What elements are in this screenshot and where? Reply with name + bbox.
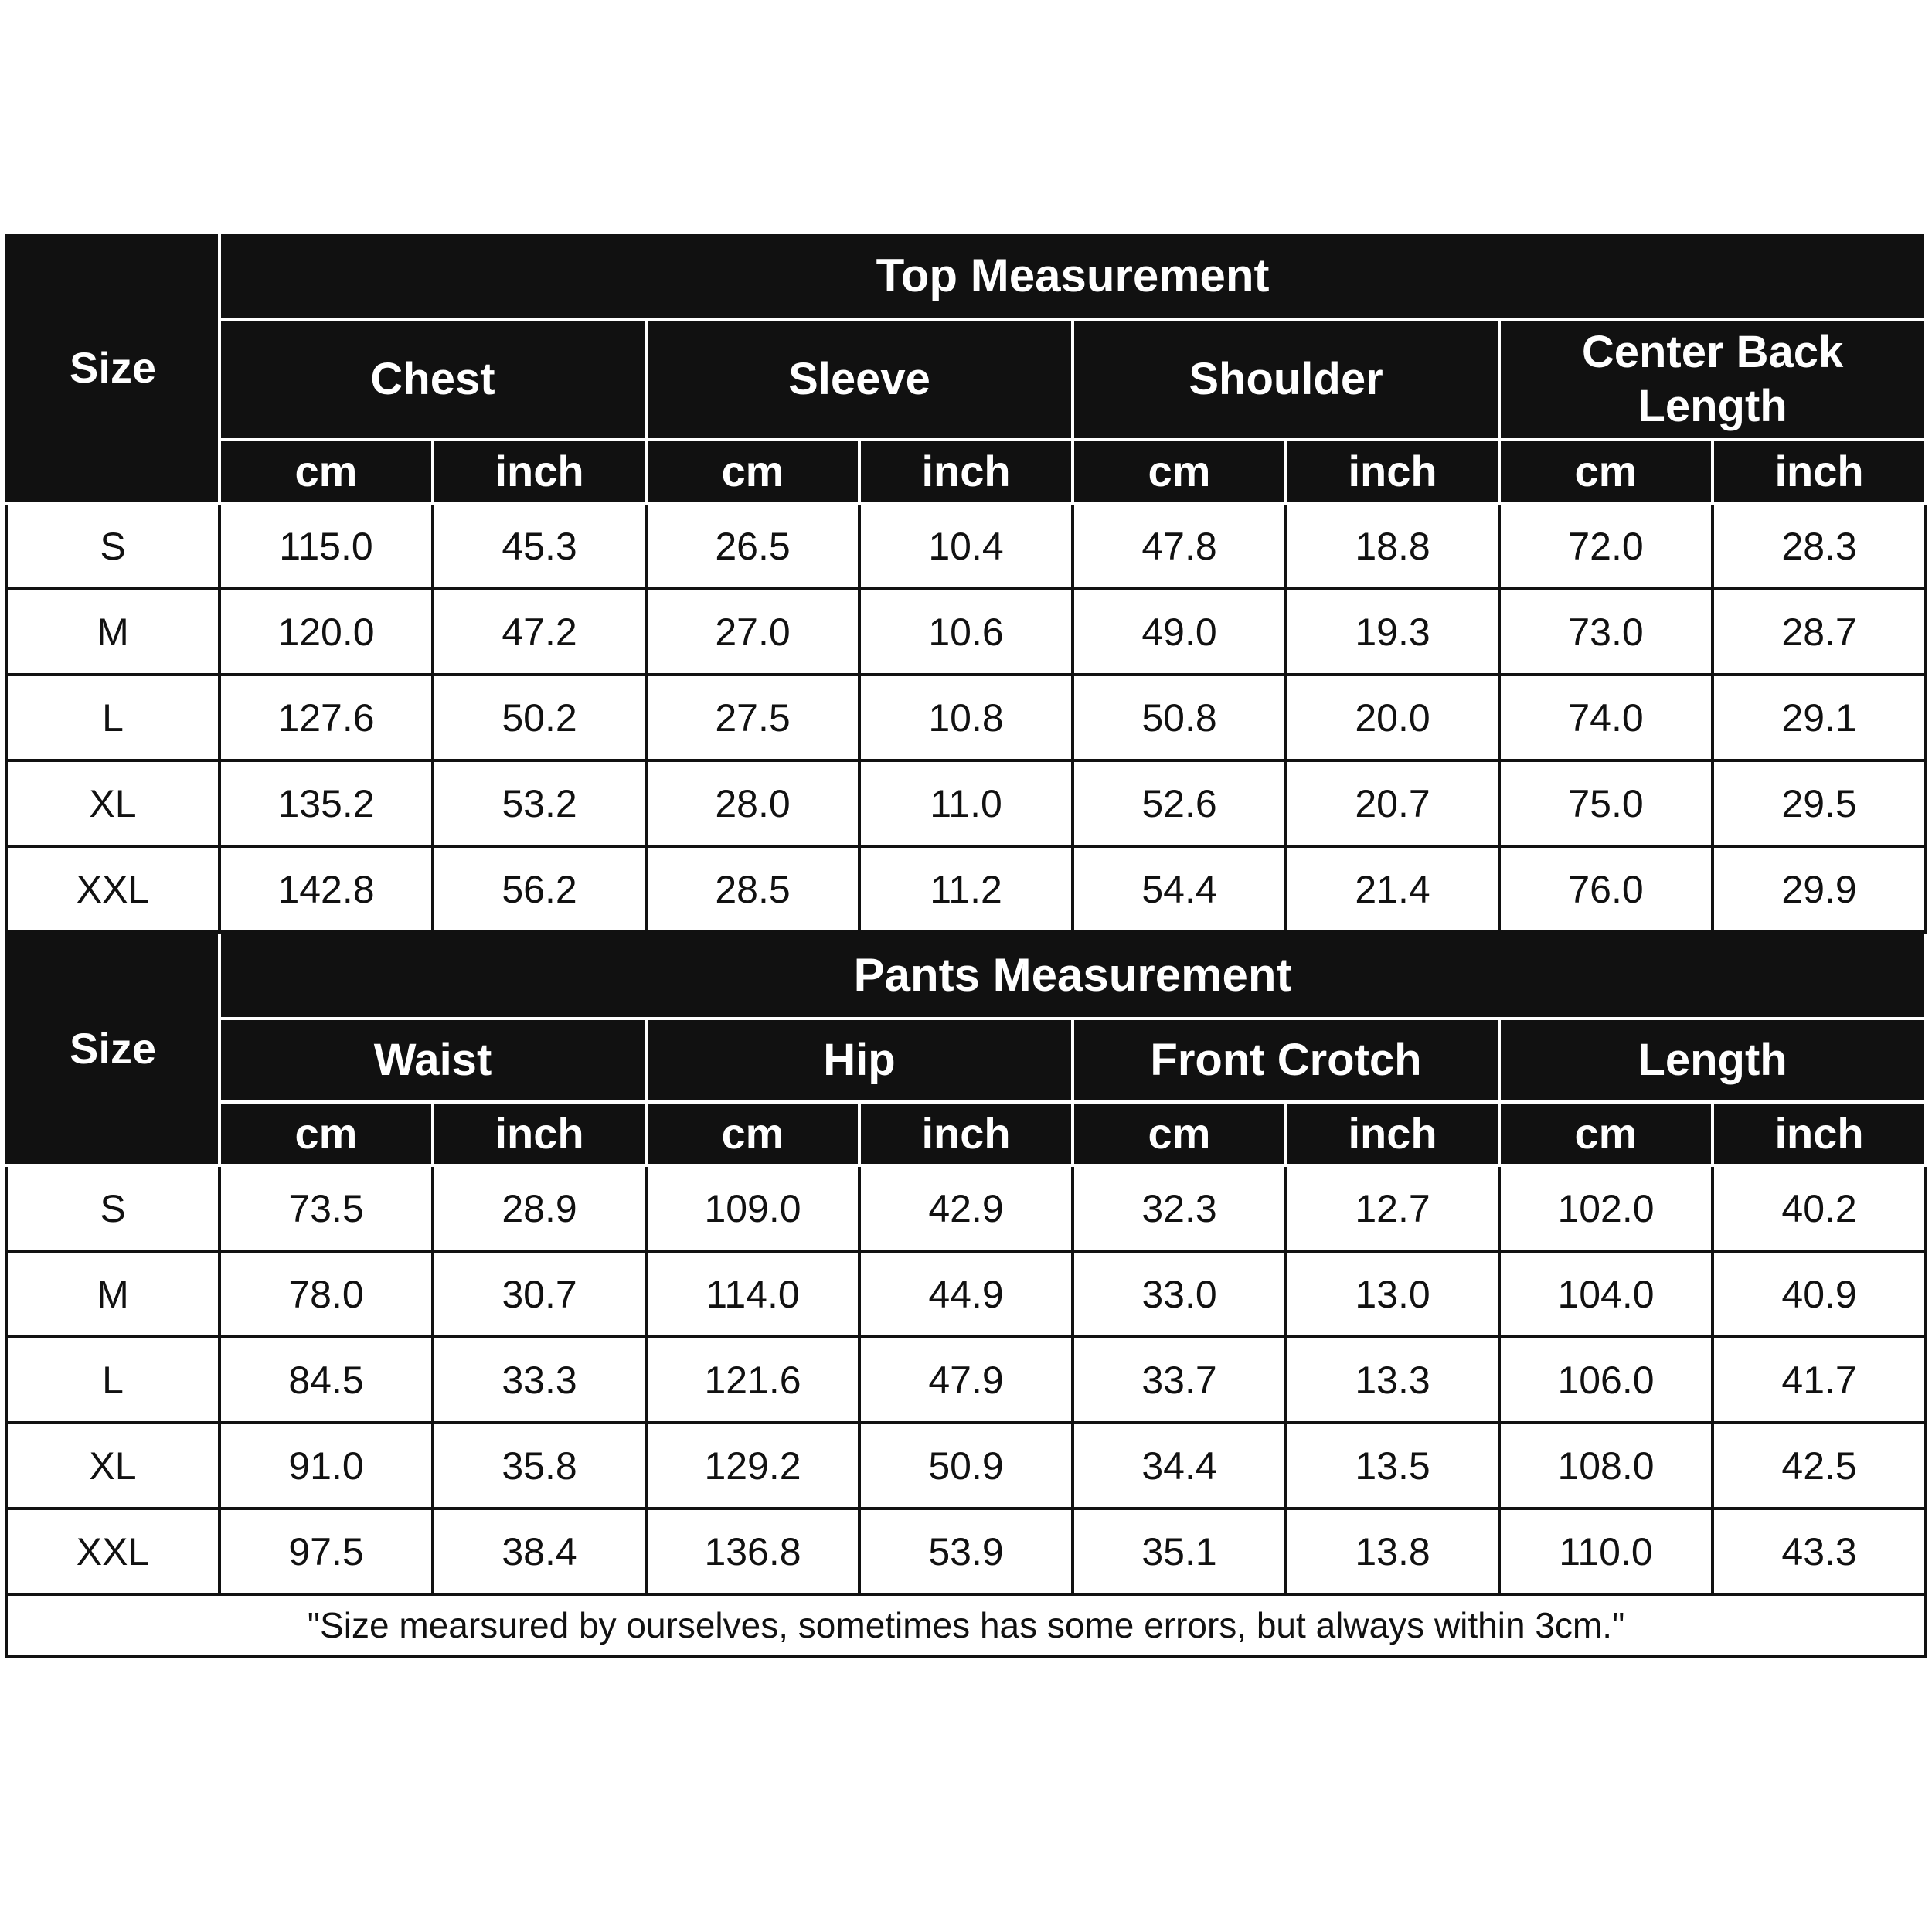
value-cell: 13.0: [1286, 1251, 1499, 1337]
unit-header-inch: inch: [433, 440, 646, 503]
pants-title-row: [6, 932, 1926, 1019]
value-cell: 10.4: [859, 503, 1073, 589]
value-cell: 13.8: [1286, 1509, 1499, 1594]
value-cell: 76.0: [1499, 846, 1713, 932]
top-title-row: [6, 233, 1926, 319]
unit-header-cm: cm: [646, 440, 859, 503]
top-measurement-title: Top Measurement: [219, 233, 1926, 319]
top-row-m: [6, 589, 1926, 675]
value-cell: 26.5: [646, 503, 859, 589]
waist-header: Waist: [219, 1019, 646, 1102]
value-cell: 33.7: [1073, 1337, 1286, 1423]
value-cell: 38.4: [433, 1509, 646, 1594]
value-cell: 28.9: [433, 1165, 646, 1251]
value-cell: 56.2: [433, 846, 646, 932]
size-cell: XL: [6, 1423, 219, 1509]
value-cell: 42.9: [859, 1165, 1073, 1251]
value-cell: 54.4: [1073, 846, 1286, 932]
value-cell: 43.3: [1713, 1509, 1926, 1594]
value-cell: 142.8: [219, 846, 433, 932]
footnote-row: [6, 1594, 1926, 1656]
top-row-xxl: [6, 846, 1926, 932]
value-cell: 47.2: [433, 589, 646, 675]
top-unit-row: [6, 440, 1926, 503]
size-cell: XL: [6, 760, 219, 846]
pants-row-m: [6, 1251, 1926, 1337]
top-row-l: [6, 675, 1926, 760]
value-cell: 47.9: [859, 1337, 1073, 1423]
value-cell: 20.7: [1286, 760, 1499, 846]
value-cell: 11.0: [859, 760, 1073, 846]
unit-header-inch: inch: [1713, 1102, 1926, 1165]
pants-measurement-title: Pants Measurement: [219, 932, 1926, 1019]
unit-header-cm: cm: [219, 440, 433, 503]
size-cell: L: [6, 675, 219, 760]
value-cell: 28.0: [646, 760, 859, 846]
value-cell: 21.4: [1286, 846, 1499, 932]
value-cell: 135.2: [219, 760, 433, 846]
value-cell: 40.2: [1713, 1165, 1926, 1251]
value-cell: 27.0: [646, 589, 859, 675]
pants-unit-row: [6, 1102, 1926, 1165]
size-cell: M: [6, 1251, 219, 1337]
value-cell: 109.0: [646, 1165, 859, 1251]
value-cell: 40.9: [1713, 1251, 1926, 1337]
hip-header: Hip: [646, 1019, 1073, 1102]
pants-size-header: Size: [6, 932, 219, 1165]
value-cell: 127.6: [219, 675, 433, 760]
unit-header-inch: inch: [859, 440, 1073, 503]
value-cell: 106.0: [1499, 1337, 1713, 1423]
value-cell: 52.6: [1073, 760, 1286, 846]
value-cell: 120.0: [219, 589, 433, 675]
value-cell: 129.2: [646, 1423, 859, 1509]
value-cell: 115.0: [219, 503, 433, 589]
value-cell: 10.6: [859, 589, 1073, 675]
unit-header-inch: inch: [1286, 1102, 1499, 1165]
value-cell: 29.9: [1713, 846, 1926, 932]
unit-header-cm: cm: [219, 1102, 433, 1165]
value-cell: 42.5: [1713, 1423, 1926, 1509]
value-cell: 29.1: [1713, 675, 1926, 760]
value-cell: 72.0: [1499, 503, 1713, 589]
value-cell: 35.8: [433, 1423, 646, 1509]
size-cell: S: [6, 1165, 219, 1251]
shoulder-header: Shoulder: [1073, 319, 1499, 440]
value-cell: 29.5: [1713, 760, 1926, 846]
value-cell: 18.8: [1286, 503, 1499, 589]
value-cell: 74.0: [1499, 675, 1713, 760]
footnote: "Size mearsured by ourselves, sometimes has some errors, but always within 3cm.": [6, 1594, 1926, 1656]
value-cell: 104.0: [1499, 1251, 1713, 1337]
value-cell: 33.0: [1073, 1251, 1286, 1337]
value-cell: 49.0: [1073, 589, 1286, 675]
top-row-s: [6, 503, 1926, 589]
center-back-length-header: Center Back Length: [1499, 319, 1926, 440]
unit-header-cm: cm: [646, 1102, 859, 1165]
value-cell: 50.2: [433, 675, 646, 760]
value-cell: 50.9: [859, 1423, 1073, 1509]
length-header: Length: [1499, 1019, 1926, 1102]
unit-header-inch: inch: [1713, 440, 1926, 503]
value-cell: 30.7: [433, 1251, 646, 1337]
value-cell: 84.5: [219, 1337, 433, 1423]
value-cell: 44.9: [859, 1251, 1073, 1337]
value-cell: 102.0: [1499, 1165, 1713, 1251]
value-cell: 13.3: [1286, 1337, 1499, 1423]
value-cell: 53.9: [859, 1509, 1073, 1594]
value-cell: 91.0: [219, 1423, 433, 1509]
size-cell: S: [6, 503, 219, 589]
value-cell: 20.0: [1286, 675, 1499, 760]
value-cell: 78.0: [219, 1251, 433, 1337]
value-cell: 13.5: [1286, 1423, 1499, 1509]
value-cell: 136.8: [646, 1509, 859, 1594]
value-cell: 73.5: [219, 1165, 433, 1251]
pants-row-xxl: [6, 1509, 1926, 1594]
value-cell: 41.7: [1713, 1337, 1926, 1423]
value-cell: 34.4: [1073, 1423, 1286, 1509]
value-cell: 110.0: [1499, 1509, 1713, 1594]
value-cell: 27.5: [646, 675, 859, 760]
value-cell: 47.8: [1073, 503, 1286, 589]
value-cell: 73.0: [1499, 589, 1713, 675]
value-cell: 97.5: [219, 1509, 433, 1594]
value-cell: 121.6: [646, 1337, 859, 1423]
value-cell: 114.0: [646, 1251, 859, 1337]
pants-row-l: [6, 1337, 1926, 1423]
value-cell: 33.3: [433, 1337, 646, 1423]
size-cell: XXL: [6, 1509, 219, 1594]
value-cell: 32.3: [1073, 1165, 1286, 1251]
unit-header-cm: cm: [1499, 440, 1713, 503]
value-cell: 108.0: [1499, 1423, 1713, 1509]
unit-header-cm: cm: [1499, 1102, 1713, 1165]
chest-header: Chest: [219, 319, 646, 440]
value-cell: 12.7: [1286, 1165, 1499, 1251]
size-chart: [5, 231, 1927, 1658]
top-size-header: Size: [6, 233, 219, 503]
value-cell: 28.3: [1713, 503, 1926, 589]
value-cell: 45.3: [433, 503, 646, 589]
size-cell: L: [6, 1337, 219, 1423]
unit-header-inch: inch: [1286, 440, 1499, 503]
value-cell: 35.1: [1073, 1509, 1286, 1594]
top-measure-row: [6, 319, 1926, 440]
pants-row-xl: [6, 1423, 1926, 1509]
value-cell: 53.2: [433, 760, 646, 846]
unit-header-inch: inch: [433, 1102, 646, 1165]
size-cell: M: [6, 589, 219, 675]
unit-header-inch: inch: [859, 1102, 1073, 1165]
unit-header-cm: cm: [1073, 440, 1286, 503]
value-cell: 19.3: [1286, 589, 1499, 675]
pants-row-s: [6, 1165, 1926, 1251]
front-crotch-header: Front Crotch: [1073, 1019, 1499, 1102]
size-cell: XXL: [6, 846, 219, 932]
value-cell: 10.8: [859, 675, 1073, 760]
value-cell: 11.2: [859, 846, 1073, 932]
size-table: [5, 231, 1927, 1658]
sleeve-header: Sleeve: [646, 319, 1073, 440]
top-row-xl: [6, 760, 1926, 846]
value-cell: 28.5: [646, 846, 859, 932]
pants-measure-row: [6, 1019, 1926, 1102]
unit-header-cm: cm: [1073, 1102, 1286, 1165]
value-cell: 50.8: [1073, 675, 1286, 760]
value-cell: 28.7: [1713, 589, 1926, 675]
value-cell: 75.0: [1499, 760, 1713, 846]
